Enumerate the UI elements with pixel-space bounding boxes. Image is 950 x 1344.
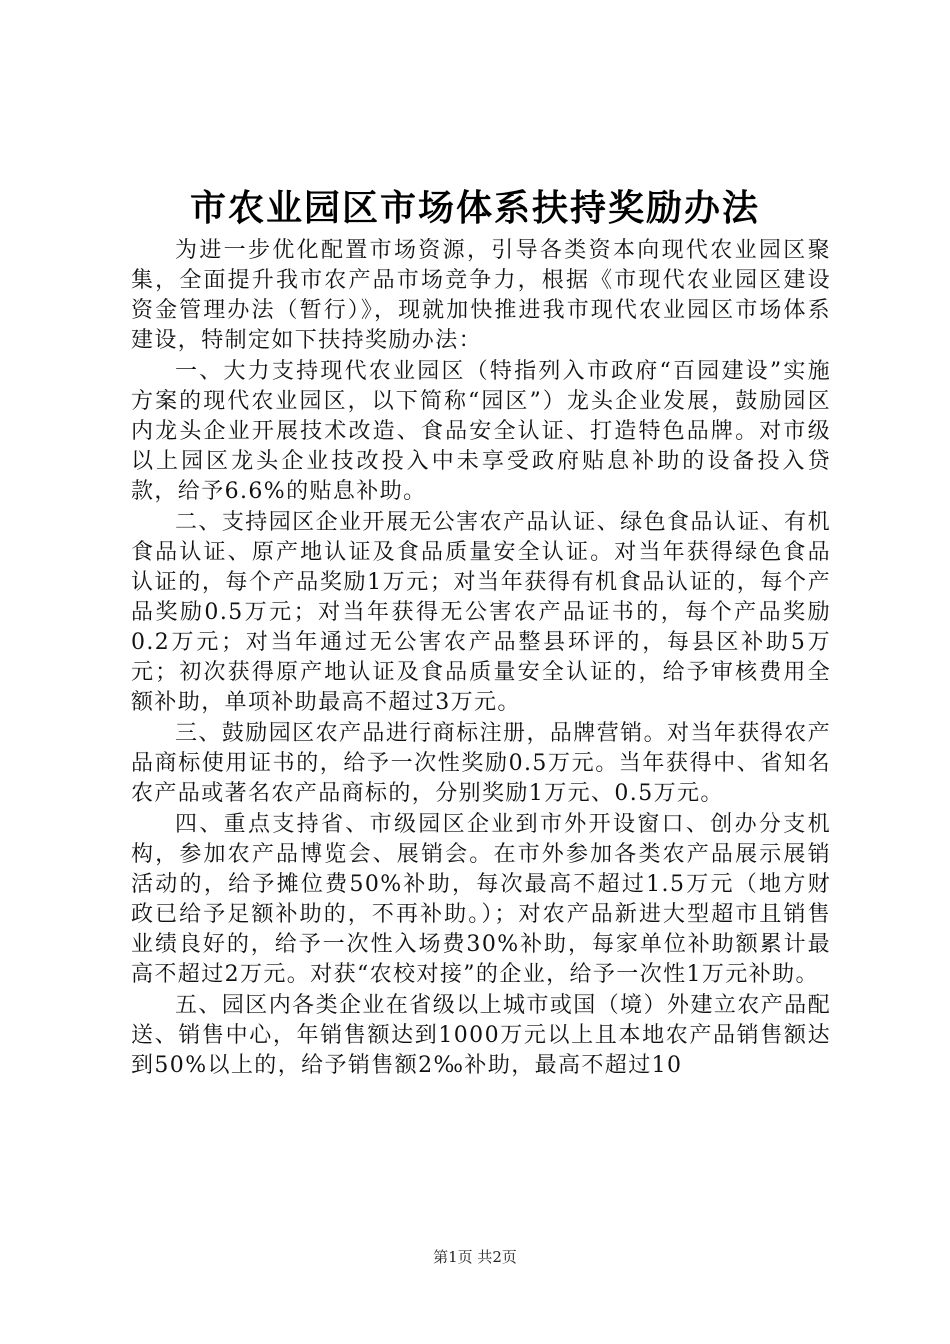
paragraph-item-2: 二、支持园区企业开展无公害农产品认证、绿色食品认证、有机食品认证、原产地认证及食品质量安全认证。对当年获得绿色食品认证的，每个产品奖励1万元；对当年获得有机食品认证的，每个产品奖励0.5万元；对当年获得无公害农产品证书的，每个产品奖励0.2万元；对当年通过无公害农产品整县环评的，每县区补助5万元；初次获得原产地认证及食品质量安全认证的，给予审核费用全额补助，单项补助最高不超过3万元。 bbox=[131, 510, 831, 715]
document-title: 市农业园区市场体系扶持奖励办法 bbox=[189, 187, 760, 229]
document-body bbox=[131, 236, 831, 1082]
paragraph-item-4: 四、重点支持省、市级园区企业到市外开设窗口、创办分支机构，参加农产品博览会、展销会。在市外参加各类农产品展示展销活动的，给予摊位费50%补助，每次最高不超过1.5万元（地方财政已给予足额补助的，不再补助。）；对农产品新进大型超市且销售业绩良好的，给予一次性入场费30%补助，每家单位补助额累计最高不超过2万元。对获“农校对接”的企业，给予一次性1万元补助。 bbox=[131, 812, 831, 987]
page-footer: 第1页 共2页 bbox=[433, 1248, 517, 1266]
paragraph-item-1: 一、大力支持现代农业园区（特指列入市政府“百园建设”实施方案的现代农业园区，以下简称“园区”）龙头企业发展，鼓励园区内龙头企业开展技术改造、食品安全认证、打造特色品牌。对市级以上园区龙头企业技改投入中未享受政府贴息补助的设备投入贷款，给予6.6%的贴息补助。 bbox=[131, 359, 831, 504]
paragraph-item-3: 三、鼓励园区农产品进行商标注册，品牌营销。对当年获得农产品商标使用证书的，给予一次性奖励0.5万元。当年获得中、省知名农产品或著名农产品商标的，分别奖励1万元、0.5万元。 bbox=[131, 721, 831, 806]
paragraph-item-5: 五、园区内各类企业在省级以上城市或国（境）外建立农产品配送、销售中心，年销售额达到1000万元以上且本地农产品销售额达到50%以上的，给予销售额2‰补助，最高不超过10 bbox=[131, 993, 831, 1078]
paragraph-intro: 为进一步优化配置市场资源，引导各类资本向现代农业园区聚集，全面提升我市农产品市场竞争力，根据《市现代农业园区建设资金管理办法（暂行）》，现就加快推进我市现代农业园区市场体系建设，特制定如下扶持奖励办法： bbox=[131, 238, 831, 353]
